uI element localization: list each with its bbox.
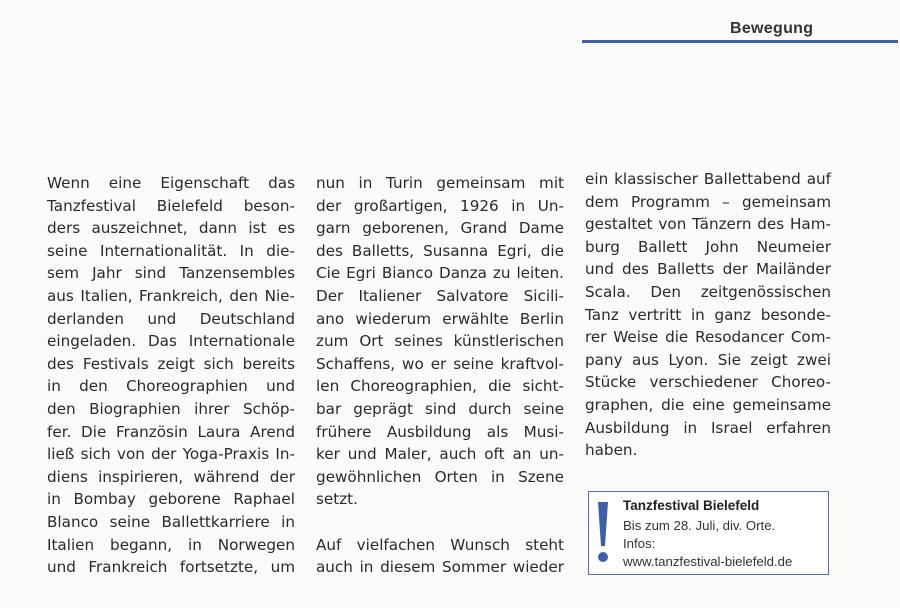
article-column-3	[585, 168, 831, 462]
article-text-line: bar geprägt sind durch seine	[316, 399, 564, 418]
article-text-line: Auf vielfachen Wunsch steht	[316, 535, 564, 554]
article-text-line: frühere Ausbildung als Musi-	[316, 422, 564, 441]
article-text-line: Schaffens, wo er seine kraftvol-	[316, 354, 564, 373]
article-text-line: fer. Die Französin Laura Arend	[47, 422, 295, 441]
exclamation-icon	[597, 502, 609, 564]
article-text-line: Scala. Den zeitgenössischen	[585, 282, 831, 301]
section-rule	[582, 40, 898, 43]
section-label: Bewegung	[730, 20, 814, 37]
article-text-line: setzt.	[316, 490, 358, 509]
info-box-website-link[interactable]: www.tanzfestival-bielefeld.de	[623, 554, 793, 569]
article-text-line: ano wiederum erwählte Berlin	[316, 309, 564, 328]
info-box-info-label: Infos:	[623, 536, 656, 551]
article-text-line: Tanzfestival Bielefeld beson-	[47, 196, 295, 215]
article-text-line: Wenn eine Eigenschaft das	[47, 174, 295, 192]
article-text-line: garn geborenen, Grand Dame	[316, 219, 564, 238]
info-box-title: Tanzfestival Bielefeld	[623, 498, 760, 513]
article-text-line: derlanden und Deutschland	[47, 309, 295, 328]
article-text-line: in den Choreographien und	[47, 377, 295, 396]
article-text-line: Italien begann, in Norwegen	[47, 535, 295, 554]
article-text-line: ein klassischer Ballettabend auf	[585, 170, 831, 188]
article-text-line: des Festivals zeigt sich bereits	[47, 354, 295, 373]
article-text-line: auch in diesem Sommer wieder	[316, 558, 564, 577]
article-text-line: Blanco seine Ballettkarriere in	[47, 512, 295, 531]
article-text-line: nun in Turin gemeinsam mit	[316, 174, 564, 192]
article-text-line: den Biographien ihrer Schöp-	[47, 399, 295, 418]
article-text-line: und Frankreich fortsetzte, um	[47, 558, 295, 577]
article-text-line: gestaltet von Tänzern des Ham-	[585, 215, 831, 234]
info-box-dates: Bis zum 28. Juli, div. Orte.	[623, 518, 776, 533]
article-text-line: Cie Egri Bianco Danza zu leiten.	[316, 264, 564, 283]
article-text-line: graphen, die eine gemeinsame	[585, 395, 831, 414]
article-text-line: sem Jahr sind Tanzensembles	[47, 264, 295, 283]
article-text-line: seine Internationalität. In die-	[47, 241, 295, 260]
article-text-line: ders auszeichnet, dann ist es	[47, 219, 295, 238]
article-text-line: burg Ballett John Neumeier	[585, 237, 831, 256]
article-text-line: pany aus Lyon. Sie zeigt zwei	[585, 350, 831, 369]
article-text-line: gewöhnlichen Orten in Szene	[316, 467, 564, 486]
article-text-line: ker und Maler, auch oft an un-	[316, 445, 564, 464]
article-text-line: der großartigen, 1926 in Un-	[316, 196, 564, 215]
article-text-line: eingeladen. Das Internationale	[47, 332, 295, 351]
article-text-line: dem Programm – gemeinsam	[585, 192, 831, 211]
article-text-line: des Balletts, Susanna Egri, die	[316, 241, 564, 260]
paragraph-gap	[316, 511, 564, 534]
article-text-line: Tanz vertritt in ganz besonde-	[585, 305, 831, 324]
article-text-line: Stücke verschiedener Choreo-	[585, 373, 831, 392]
article-column-1	[47, 172, 295, 579]
article-text-line: rer Weise die Resodancer Com-	[585, 328, 831, 347]
article-text-line: in Bombay geborene Raphael	[47, 490, 295, 509]
article-column-2	[316, 172, 564, 579]
article-text-line: Der Italiener Salvatore Sicili-	[316, 286, 564, 305]
article-text-line: haben.	[585, 441, 638, 460]
article-text-line: ließ sich von der Yoga-Praxis In-	[47, 445, 295, 464]
article-text-line: Ausbildung in Israel erfahren	[585, 418, 831, 437]
article-text-line: diens inspirieren, während der	[47, 467, 295, 486]
article-text-line: len Choreographien, die sicht-	[316, 377, 564, 396]
article-text-line: und des Balletts der Mailänder	[585, 260, 831, 279]
info-box	[588, 491, 829, 575]
article-text-line: zum Ort seines künstlerischen	[316, 332, 564, 351]
article-text-line: aus Italien, Frankreich, den Nie-	[47, 286, 295, 305]
